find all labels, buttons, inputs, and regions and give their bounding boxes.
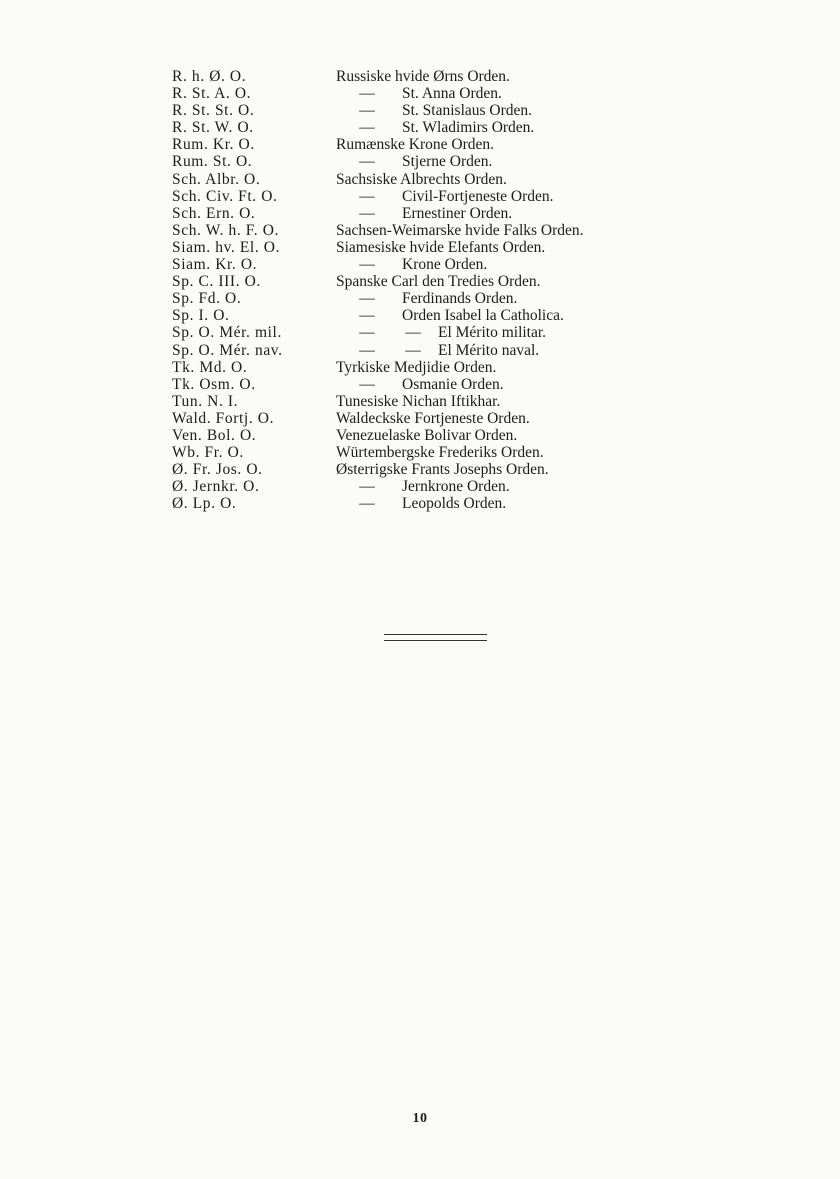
full-name bbox=[336, 324, 546, 341]
abbreviation-list bbox=[172, 68, 642, 512]
ditto-dash: — bbox=[359, 495, 375, 513]
abbreviation: Sp. I. O. bbox=[172, 307, 230, 325]
order-name: Ernestiner Orden. bbox=[402, 204, 513, 222]
ditto-dash: — bbox=[359, 102, 375, 120]
abbreviation: Sch. Albr. O. bbox=[172, 170, 261, 188]
list-row bbox=[172, 273, 642, 290]
page-number: 10 bbox=[412, 1111, 428, 1126]
ditto-dash: — bbox=[359, 153, 375, 171]
list-row bbox=[172, 410, 642, 427]
list-row bbox=[172, 342, 642, 359]
order-name: Ferdinands Orden. bbox=[402, 290, 518, 308]
ditto-dash: — bbox=[359, 256, 375, 274]
order-name: Krone Orden. bbox=[402, 256, 488, 274]
full-name bbox=[336, 119, 534, 136]
abbreviation: R. h. Ø. O. bbox=[172, 68, 247, 85]
abbreviation: Siam. Kr. O. bbox=[172, 256, 258, 274]
abbreviation: Sp. O. Mér. mil. bbox=[172, 324, 282, 342]
order-name: Jernkrone Orden. bbox=[402, 478, 510, 496]
full-name bbox=[336, 102, 532, 119]
abbreviation: Sp. C. III. O. bbox=[172, 273, 261, 291]
full-name bbox=[336, 478, 510, 495]
ditto-dash-secondary: — bbox=[405, 341, 421, 359]
list-row bbox=[172, 239, 642, 256]
list-row bbox=[172, 359, 642, 376]
list-row bbox=[172, 171, 642, 188]
list-row bbox=[172, 324, 642, 341]
abbreviation: Sch. Civ. Ft. O. bbox=[172, 187, 278, 205]
full-name: Siamesiske hvide Elefants Orden. bbox=[336, 238, 546, 256]
abbreviation: R. St. A. O. bbox=[172, 85, 252, 103]
order-name: Orden Isabel la Catholica. bbox=[402, 307, 564, 325]
list-row bbox=[172, 136, 642, 153]
order-name: El Mérito militar. bbox=[438, 324, 547, 342]
abbreviation: Rum. Kr. O. bbox=[172, 136, 255, 154]
abbreviation: Rum. St. O. bbox=[172, 153, 253, 171]
full-name bbox=[336, 85, 502, 102]
abbreviation: Tk. Osm. O. bbox=[172, 375, 256, 393]
order-name: Stjerne Orden. bbox=[402, 153, 493, 171]
full-name bbox=[336, 256, 487, 273]
order-name: Leopolds Orden. bbox=[402, 495, 507, 513]
full-name bbox=[336, 188, 554, 205]
list-row bbox=[172, 188, 642, 205]
list-row bbox=[172, 495, 642, 512]
list-row bbox=[172, 478, 642, 495]
ditto-dash: — bbox=[359, 290, 375, 308]
full-name: Würtembergske Frederiks Orden. bbox=[336, 444, 544, 462]
list-row bbox=[172, 461, 642, 478]
abbreviation: Ø. Fr. Jos. O. bbox=[172, 461, 263, 479]
ditto-dash: — bbox=[359, 204, 375, 222]
full-name: Venezuelaske Bolivar Orden. bbox=[336, 426, 518, 444]
ditto-dash: — bbox=[359, 307, 375, 325]
order-name: St. Stanislaus Orden. bbox=[402, 102, 533, 120]
full-name: Spanske Carl den Tredies Orden. bbox=[336, 273, 541, 291]
full-name bbox=[336, 153, 492, 170]
ditto-dash: — bbox=[359, 478, 375, 496]
order-name: St. Anna Orden. bbox=[402, 85, 502, 103]
list-row bbox=[172, 68, 642, 85]
list-row bbox=[172, 119, 642, 136]
order-name: St. Wladimirs Orden. bbox=[402, 119, 535, 137]
list-row bbox=[172, 102, 642, 119]
abbreviation: Tk. Md. O. bbox=[172, 358, 248, 376]
abbreviation: Sch. W. h. F. O. bbox=[172, 221, 279, 239]
abbreviation: Ø. Lp. O. bbox=[172, 495, 237, 513]
full-name bbox=[336, 290, 517, 307]
full-name bbox=[336, 342, 539, 359]
abbreviation: Sp. Fd. O. bbox=[172, 290, 242, 308]
abbreviation: Ø. Jernkr. O. bbox=[172, 478, 260, 496]
full-name: Tunesiske Nichan Iftikhar. bbox=[336, 392, 501, 410]
list-row bbox=[172, 205, 642, 222]
full-name: Sachsen-Weimarske hvide Falks Orden. bbox=[336, 221, 584, 239]
list-row bbox=[172, 290, 642, 307]
full-name: Rumænske Krone Orden. bbox=[336, 136, 494, 154]
abbreviation: Ven. Bol. O. bbox=[172, 426, 257, 444]
list-row bbox=[172, 222, 642, 239]
abbreviation: Tun. N. I. bbox=[172, 392, 239, 410]
list-row bbox=[172, 256, 642, 273]
full-name bbox=[336, 376, 504, 393]
order-name: Civil-Fortjeneste Orden. bbox=[402, 187, 554, 205]
full-name: Russiske hvide Ørns Orden. bbox=[336, 68, 510, 85]
full-name bbox=[336, 307, 564, 324]
ditto-dash: — bbox=[359, 187, 375, 205]
ditto-dash: — bbox=[359, 324, 375, 342]
list-row bbox=[172, 153, 642, 170]
ditto-dash: — bbox=[359, 375, 375, 393]
abbreviation: Siam. hv. El. O. bbox=[172, 238, 281, 256]
list-row bbox=[172, 427, 642, 444]
abbreviation: Wald. Fortj. O. bbox=[172, 409, 275, 427]
full-name bbox=[336, 205, 512, 222]
full-name: Tyrkiske Medjidie Orden. bbox=[336, 358, 497, 376]
order-name: El Mérito naval. bbox=[438, 341, 540, 359]
list-row bbox=[172, 307, 642, 324]
list-row bbox=[172, 444, 642, 461]
ditto-dash: — bbox=[359, 85, 375, 103]
abbreviation: R. St. W. O. bbox=[172, 119, 254, 137]
abbreviation: Sch. Ern. O. bbox=[172, 204, 256, 222]
full-name: Waldeckske Fortjeneste Orden. bbox=[336, 409, 530, 427]
section-divider bbox=[384, 634, 487, 641]
ditto-dash-secondary: — bbox=[405, 324, 421, 342]
abbreviation: R. St. St. O. bbox=[172, 102, 255, 120]
ditto-dash: — bbox=[359, 341, 375, 359]
full-name: Østerrigske Frants Josephs Orden. bbox=[336, 461, 549, 479]
full-name: Sachsiske Albrechts Orden. bbox=[336, 170, 507, 188]
list-row bbox=[172, 85, 642, 102]
list-row bbox=[172, 376, 642, 393]
ditto-dash: — bbox=[359, 119, 375, 137]
list-row bbox=[172, 393, 642, 410]
abbreviation: Sp. O. Mér. nav. bbox=[172, 341, 283, 359]
order-name: Osmanie Orden. bbox=[402, 375, 504, 393]
full-name bbox=[336, 495, 506, 512]
abbreviation: Wb. Fr. O. bbox=[172, 444, 244, 462]
